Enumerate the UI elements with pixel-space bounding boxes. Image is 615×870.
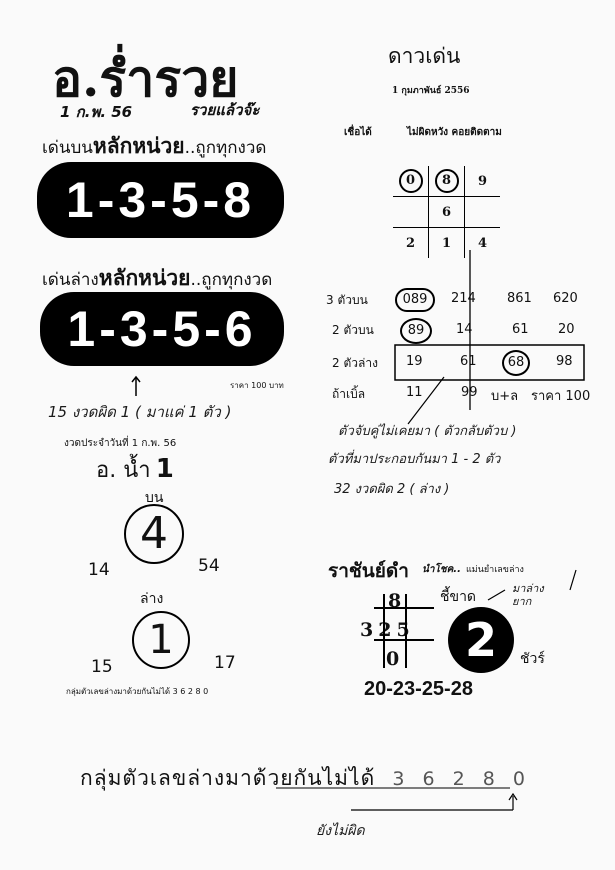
row-value-3: 861 [507,291,532,306]
brand2-tag: นำโชค.. [422,564,461,575]
row-value-1: 89 [400,318,432,344]
row-value-2: 99 [461,385,478,400]
handwritten-note-right-2: ตัวที่มาประกอบกันมา 1 - 2 ตัว [328,452,501,467]
chiyad-label: ชี้ขาด [440,589,477,605]
row-value-2: 61 [460,354,477,369]
row-label: 2 ตัวล่าง [332,356,378,370]
slogan: รวยแล้วจ๊ะ [190,101,260,119]
row-label: 3 ตัวบน [326,293,368,307]
upper-label: บน [145,490,164,506]
lower-label: ล่าง [140,591,164,607]
grid-cell-0-1: 8 [435,169,459,193]
grid-cell-0-0: 0 [399,169,423,193]
lower-right-number: 17 [214,653,236,673]
author-number: 1 [155,454,174,484]
issue-date: 1 ก.พ. 56 [60,103,133,121]
row-value-2: 14 [456,322,473,337]
grid-cell-0-2: 9 [465,166,501,197]
brand2-tag2: แม่นยำเลขล่าง [466,565,524,575]
bottom-heading-pre: เด่นล่าง [42,270,99,290]
row-value-4: ราคา 100 [531,389,591,404]
author-name: อ. น้ำ [96,458,151,483]
handwritten-note-bottom: ยังไม่ผิด [316,823,365,839]
row-value-1: 11 [406,385,423,400]
right-date: 1 กุมภาพันธ์ 2556 [392,86,470,96]
row-value-4: 20 [558,322,575,337]
bottom-numbers-pill: 1-3-5-6 [40,292,284,366]
row-value-4: 98 [556,354,573,369]
puzzle-mid: 325 [360,619,415,641]
brand-title: อ.ร่ำรวย [52,49,239,108]
bottom-heading-bold: หลักหน่วย [98,266,191,290]
puzzle-bot: 0 [386,648,400,670]
top-heading-bold: หลักหน่วย [92,134,185,158]
lower-left-number: 15 [91,657,113,677]
lower-main-number: 1 [132,611,190,669]
price-label: ราคา 100 บาท [230,381,284,390]
row-value-3: 68 [502,350,530,376]
grid-cell-2-2: 4 [477,235,488,251]
small-group-line: กลุ่มตัวเลขล่างมาด้วยกันไม่ได้ 3 6 2 8 0 [66,687,209,696]
handwritten-note-left: 15 งวดผิด 1 ( มาแค่ 1 ตัว ) [48,403,232,421]
upper-main-number: 4 [124,504,184,564]
right-title: ดาวเด่น [388,44,461,68]
puzzle-top: 8 [388,590,402,612]
draw-date-label: งวดประจำวันที่ 1 ก.พ. 56 [64,438,177,449]
top-heading-pre: เด่นบน [42,138,93,158]
row-value-1: 089 [395,288,435,312]
top-heading-post: ..ถูกทุกงวด [184,138,267,158]
big-number-circle: 2 [448,607,514,673]
handwritten-arrow-note: มาล่าง ยาก [512,582,544,608]
row-value-1: 19 [406,354,423,369]
top-numbers-pill: 1-3-5-8 [37,162,284,238]
grid-cell-2-0: 2 [393,228,429,259]
bottom-line-text: กลุ่มตัวเลขล่างมาด้วยกันไม่ได้ [80,766,376,790]
right-subtitle-a: เชื่อได้ [344,127,372,138]
row-value-3: บ+ล [491,389,519,404]
bottom-heading-post: ..ถูกทุกงวด [190,270,273,290]
brand2-title: ราชันย์ดำ [328,560,409,582]
bottom-line-digits: 3 6 2 8 0 [392,768,531,790]
row-value-3: 61 [512,322,529,337]
handwritten-note-right-3: 32 งวดผิด 2 ( ล่าง ) [334,482,450,497]
numbers-line: 20-23-25-28 [364,678,473,700]
row-value-4: 620 [553,291,578,306]
upper-left-number: 14 [88,560,110,580]
row-value-2: 214 [451,291,476,306]
grid-cell-2-1: 1 [429,228,465,259]
right-subtitle-b: ไม่ผิดหวัง คอยติดตาม [407,127,502,138]
row-label: 2 ตัวบน [332,323,374,337]
row-label: ถ้าเบิ้ล [332,387,366,401]
handwritten-note-right-1: ตัวจับคู่ไม่เคยมา ( ตัวกลับตัวบ ) [338,424,517,439]
upper-right-number: 54 [198,556,220,576]
chuan-label: ชัวร์ [520,651,545,667]
grid-cell-1-1: 6 [429,197,465,228]
